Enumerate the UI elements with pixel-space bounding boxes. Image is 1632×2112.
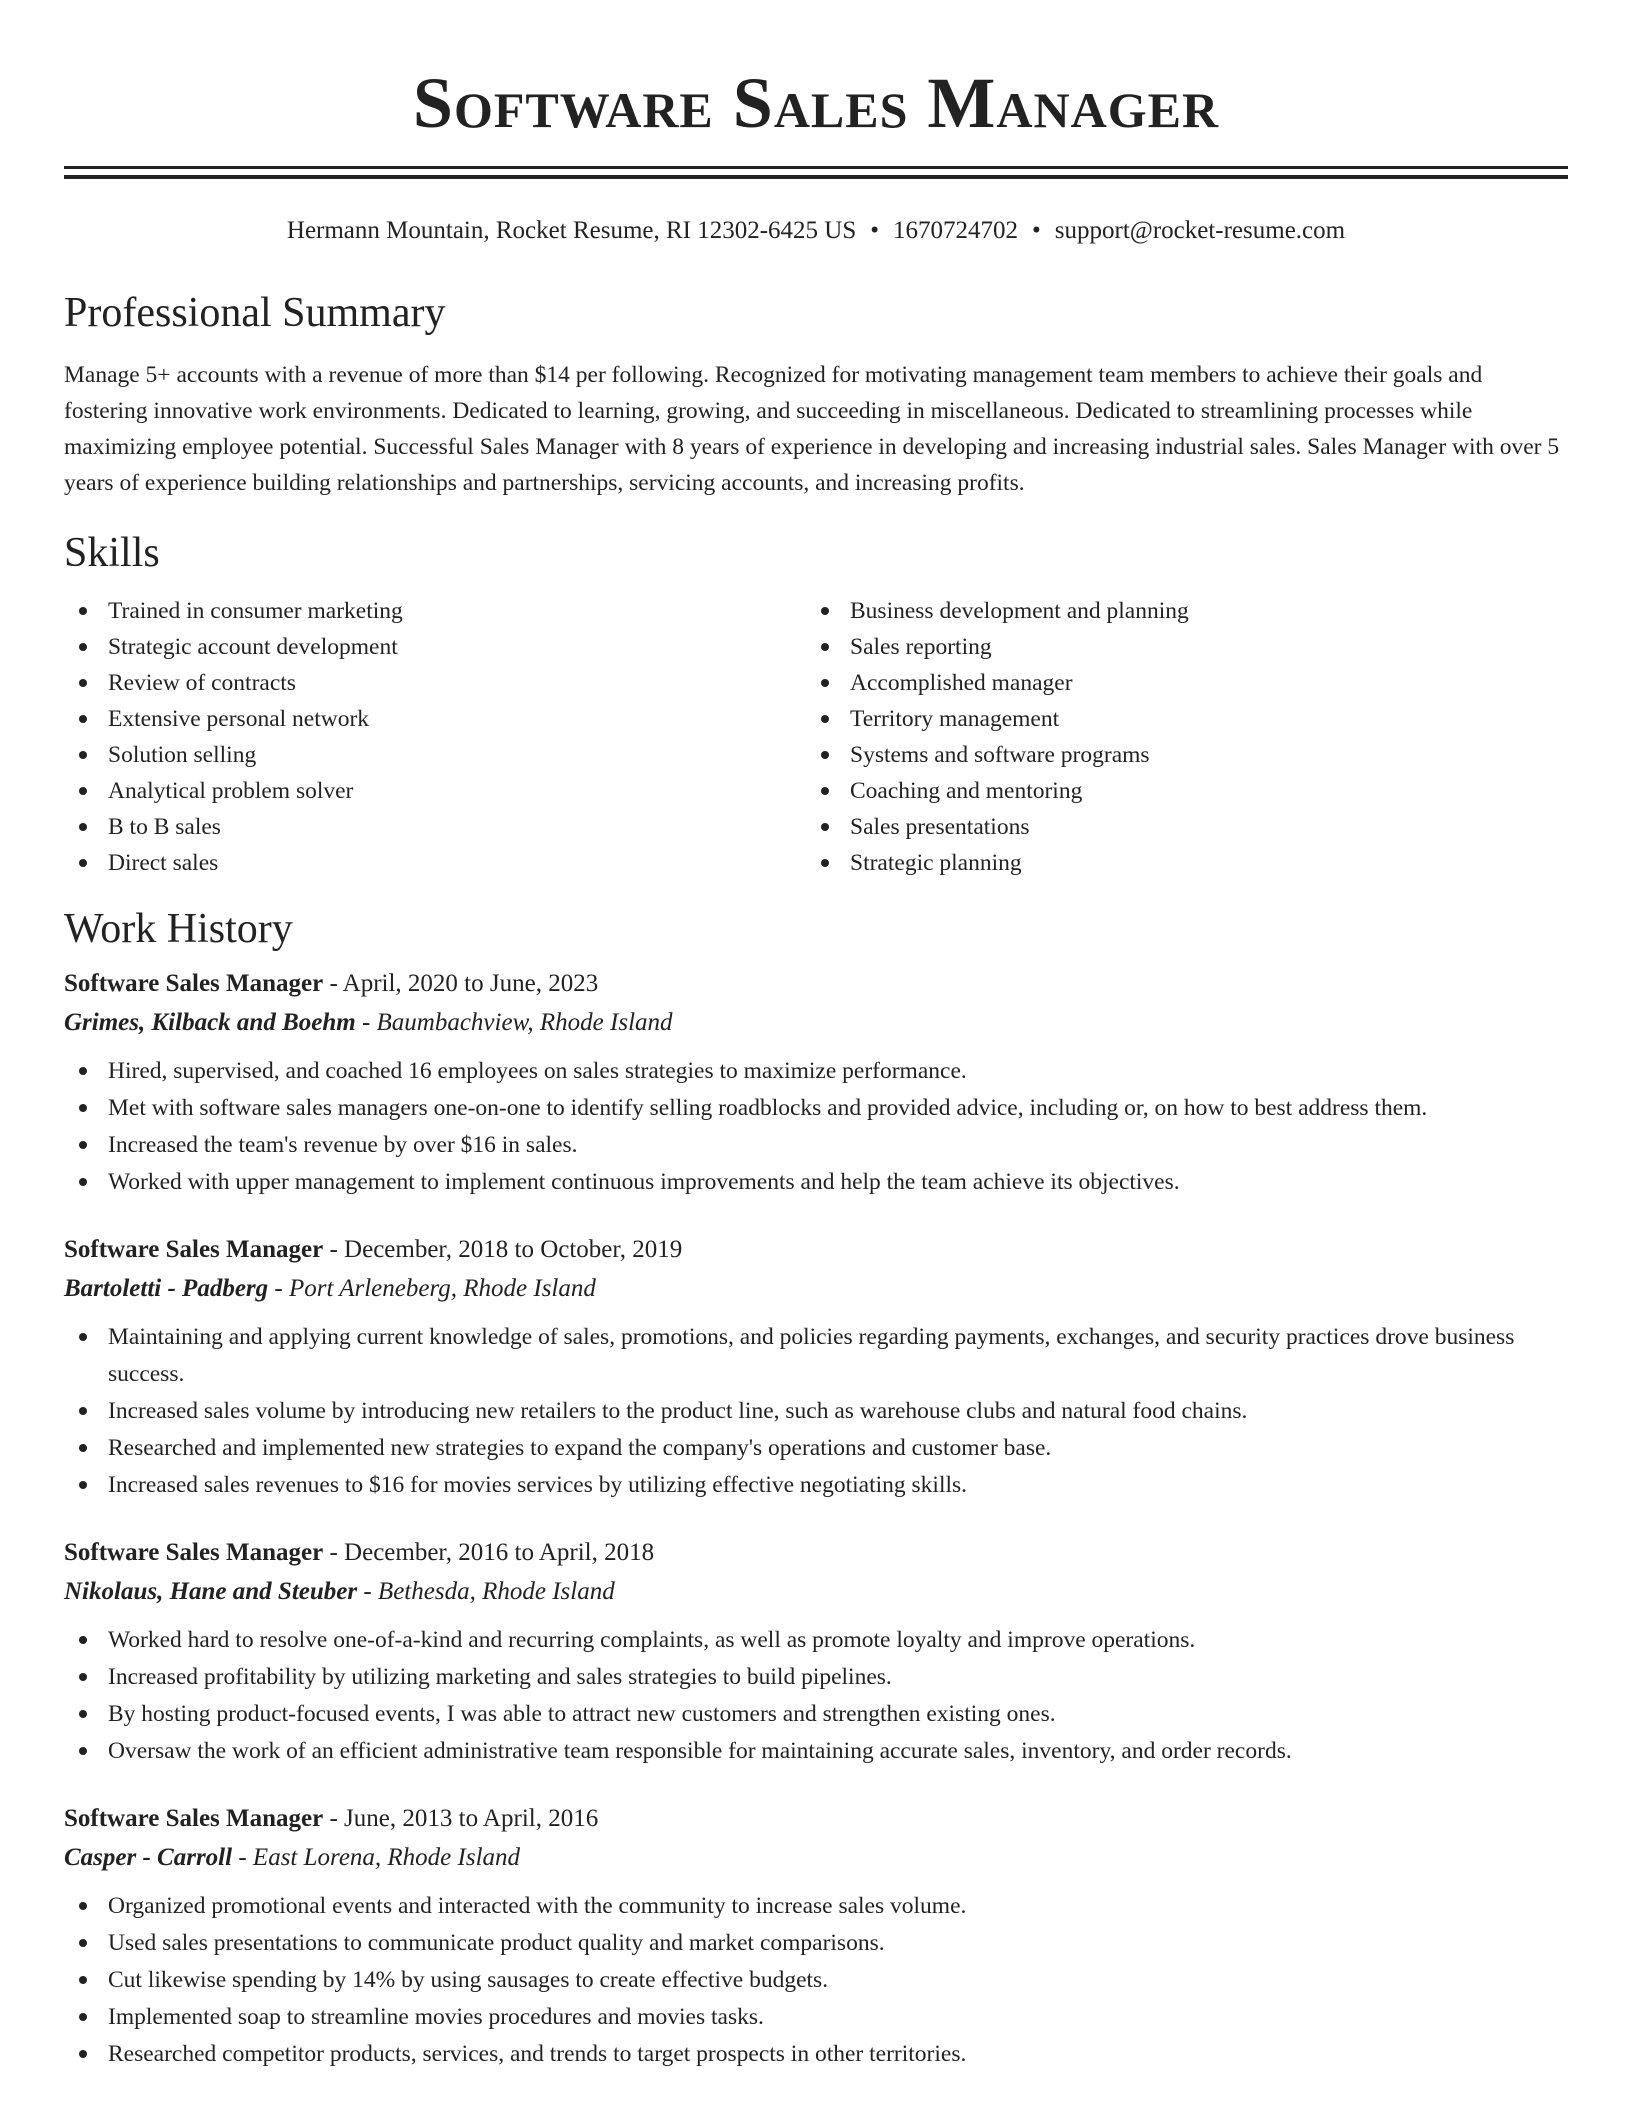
job-bullet bbox=[64, 1393, 1568, 1430]
bullet-icon bbox=[79, 607, 87, 615]
contact-separator: • bbox=[870, 217, 880, 244]
job-title: Software Sales Manager bbox=[64, 970, 324, 997]
bullet-icon bbox=[79, 1481, 87, 1489]
skill-item-text: Business development and planning bbox=[850, 598, 1189, 624]
skill-item bbox=[64, 845, 806, 881]
skills-list-right bbox=[806, 593, 1548, 881]
job-bullets bbox=[64, 1053, 1568, 1201]
job-bullet-text: Met with software sales managers one-on-one to identify selling roadblocks and provided advice, including or, on how to best address them. bbox=[108, 1095, 1428, 1121]
work-history-list bbox=[64, 965, 1568, 2073]
company-name: Grimes, Kilback and Boehm bbox=[64, 1009, 356, 1036]
bullet-icon bbox=[79, 1141, 87, 1149]
skill-item-text: Strategic account development bbox=[108, 634, 398, 660]
job-bullet-text: Oversaw the work of an efficient administrative team responsible for maintaining accurate sales, inventory, and order records. bbox=[108, 1738, 1292, 1764]
job-bullet bbox=[64, 1467, 1568, 1504]
bullet-icon bbox=[79, 2050, 87, 2058]
bullet-icon bbox=[79, 1067, 87, 1075]
contact-phone: 1670724702 bbox=[893, 217, 1019, 244]
skill-item bbox=[64, 701, 806, 737]
job-bullet-text: Implemented soap to streamline movies procedures and movies tasks. bbox=[108, 2004, 764, 2030]
company-name: Bartoletti - Padberg bbox=[64, 1275, 269, 1302]
job-bullets bbox=[64, 1319, 1568, 1504]
bullet-icon bbox=[79, 715, 87, 723]
job-header bbox=[64, 1800, 1568, 1838]
skill-item bbox=[806, 809, 1548, 845]
skill-item-text: Review of contracts bbox=[108, 670, 296, 696]
bullet-icon bbox=[821, 679, 829, 687]
skill-item bbox=[806, 701, 1548, 737]
job-title: Software Sales Manager bbox=[64, 1805, 324, 1832]
bullet-icon bbox=[821, 823, 829, 831]
bullet-icon bbox=[79, 1939, 87, 1947]
skills-list-left bbox=[64, 593, 806, 881]
skill-item-text: Systems and software programs bbox=[850, 742, 1150, 768]
job-bullet bbox=[64, 1319, 1568, 1393]
bullet-icon bbox=[79, 1673, 87, 1681]
bullet-icon bbox=[821, 715, 829, 723]
skill-item bbox=[64, 773, 806, 809]
job-bullet bbox=[64, 1430, 1568, 1467]
bullet-icon bbox=[79, 1902, 87, 1910]
company-name: Nikolaus, Hane and Steuber bbox=[64, 1578, 358, 1605]
bullet-icon bbox=[821, 643, 829, 651]
bullet-icon bbox=[79, 1636, 87, 1644]
contact-address: Hermann Mountain, Rocket Resume, RI 12302-6425 US bbox=[286, 217, 857, 244]
job-bullet bbox=[64, 1925, 1568, 1962]
job-bullet-text: Worked hard to resolve one-of-a-kind and recurring complaints, as well as promote loyalty and improve operations. bbox=[108, 1627, 1196, 1653]
skill-item-text: Extensive personal network bbox=[108, 706, 370, 732]
job-bullet bbox=[64, 1090, 1568, 1127]
job-entry bbox=[64, 1534, 1568, 1770]
job-entry bbox=[64, 1800, 1568, 2073]
job-entry bbox=[64, 965, 1568, 1201]
skill-item-text: Direct sales bbox=[108, 850, 219, 876]
skill-item-text: B to B sales bbox=[108, 814, 221, 840]
skill-item bbox=[64, 665, 806, 701]
job-bullet-text: Maintaining and applying current knowledge of sales, promotions, and policies regarding payments, exchanges, and security practices drove business success. bbox=[108, 1324, 1515, 1387]
header-rule-top bbox=[64, 166, 1568, 169]
bullet-icon bbox=[79, 823, 87, 831]
job-bullet bbox=[64, 1888, 1568, 1925]
summary-text: Manage 5+ accounts with a revenue of more than $14 per following. Recognized for motivating management team members to achieve their goals and fostering innovative work environments. Dedicated to learning, growing, and succeeding in miscellaneous. Dedicated to streamlining processes while maximizing employee potential. Successful Sales Manager with 8 years of experience in developing and increasing industrial sales. Sales Manager with over 5 years of experience building relationships and partnerships, servicing accounts, and increasing profits. bbox=[64, 362, 1560, 496]
contact-email: support@rocket-resume.com bbox=[1054, 217, 1346, 244]
job-bullet-text: Increased sales volume by introducing new retailers to the product line, such as warehouse clubs and natural food chains. bbox=[108, 1398, 1248, 1424]
skill-item-text: Territory management bbox=[850, 706, 1060, 732]
contact-line bbox=[64, 215, 1568, 247]
job-bullet bbox=[64, 1962, 1568, 1999]
bullet-icon bbox=[79, 751, 87, 759]
bullet-icon bbox=[79, 1407, 87, 1415]
skill-item-text: Strategic planning bbox=[850, 850, 1022, 876]
resume-page bbox=[64, 0, 1568, 2073]
skills-heading: Skills bbox=[64, 530, 160, 576]
skill-item bbox=[64, 737, 806, 773]
job-bullet bbox=[64, 1127, 1568, 1164]
job-bullet-text: Cut likewise spending by 14% by using sausages to create effective budgets. bbox=[108, 1967, 829, 1993]
job-dates: - June, 2013 to April, 2016 bbox=[323, 1805, 599, 1832]
skill-item bbox=[806, 773, 1548, 809]
bullet-icon bbox=[79, 787, 87, 795]
skills-columns bbox=[64, 593, 1568, 881]
company-location: - Port Arleneberg, Rhode Island bbox=[268, 1275, 596, 1302]
bullet-icon bbox=[79, 643, 87, 651]
job-bullets bbox=[64, 1888, 1568, 2073]
job-company-line bbox=[64, 1838, 1568, 1878]
bullet-icon bbox=[79, 1333, 87, 1341]
skill-item bbox=[806, 593, 1548, 629]
job-header bbox=[64, 1534, 1568, 1572]
job-company-line bbox=[64, 1269, 1568, 1309]
job-bullet bbox=[64, 1053, 1568, 1090]
bullet-icon bbox=[79, 1710, 87, 1718]
job-company-line bbox=[64, 1572, 1568, 1612]
job-company-line bbox=[64, 1003, 1568, 1043]
bullet-icon bbox=[79, 1178, 87, 1186]
bullet-icon bbox=[821, 787, 829, 795]
company-location: - Baumbachview, Rhode Island bbox=[355, 1009, 673, 1036]
skill-item-text: Sales reporting bbox=[850, 634, 992, 660]
bullet-icon bbox=[79, 1976, 87, 1984]
job-dates: - December, 2016 to April, 2018 bbox=[323, 1539, 655, 1566]
bullet-icon bbox=[79, 2013, 87, 2021]
summary-heading: Professional Summary bbox=[64, 290, 446, 336]
skill-item bbox=[806, 845, 1548, 881]
skill-item bbox=[806, 737, 1548, 773]
job-bullets bbox=[64, 1622, 1568, 1770]
skill-item-text: Trained in consumer marketing bbox=[108, 598, 403, 624]
bullet-icon bbox=[79, 679, 87, 687]
job-bullet-text: Used sales presentations to communicate product quality and market comparisons. bbox=[108, 1930, 885, 1956]
job-bullet-text: Researched and implemented new strategies to expand the company's operations and customer base. bbox=[108, 1435, 1052, 1461]
bullet-icon bbox=[79, 1104, 87, 1112]
job-bullet-text: Organized promotional events and interacted with the community to increase sales volume. bbox=[108, 1893, 967, 1919]
company-location: - East Lorena, Rhode Island bbox=[232, 1844, 521, 1871]
job-title: Software Sales Manager bbox=[64, 1539, 324, 1566]
job-bullet bbox=[64, 1164, 1568, 1201]
job-bullet bbox=[64, 1622, 1568, 1659]
header-rule-bottom bbox=[64, 175, 1568, 179]
job-header bbox=[64, 965, 1568, 1003]
job-header bbox=[64, 1231, 1568, 1269]
job-dates: - December, 2018 to October, 2019 bbox=[323, 1236, 683, 1263]
skill-item-text: Accomplished manager bbox=[850, 670, 1073, 696]
job-bullet-text: By hosting product-focused events, I was able to attract new customers and strengthen existing ones. bbox=[108, 1701, 1056, 1727]
bullet-icon bbox=[821, 751, 829, 759]
bullet-icon bbox=[79, 1747, 87, 1755]
skill-item bbox=[64, 629, 806, 665]
contact-separator: • bbox=[1032, 217, 1041, 244]
job-dates: - April, 2020 to June, 2023 bbox=[323, 970, 599, 997]
job-bullet-text: Worked with upper management to implement continuous improvements and help the team achieve its objectives. bbox=[108, 1169, 1180, 1195]
job-bullet-text: Researched competitor products, services, and trends to target prospects in other territories. bbox=[108, 2041, 967, 2067]
company-name: Casper - Carroll bbox=[64, 1844, 233, 1871]
resume-name-heading: Software Sales Manager bbox=[412, 63, 1220, 143]
skill-item bbox=[806, 629, 1548, 665]
job-bullet bbox=[64, 1696, 1568, 1733]
job-bullet bbox=[64, 1733, 1568, 1770]
skill-item-text: Analytical problem solver bbox=[108, 778, 354, 804]
job-title: Software Sales Manager bbox=[64, 1236, 324, 1263]
job-bullet-text: Increased the team's revenue by over $16 in sales. bbox=[108, 1132, 578, 1158]
skill-item-text: Sales presentations bbox=[850, 814, 1030, 840]
bullet-icon bbox=[79, 859, 87, 867]
job-entry bbox=[64, 1231, 1568, 1504]
company-location: - Bethesda, Rhode Island bbox=[357, 1578, 615, 1605]
job-bullet bbox=[64, 1999, 1568, 2036]
skill-item bbox=[64, 809, 806, 845]
bullet-icon bbox=[79, 1444, 87, 1452]
skill-item-text: Coaching and mentoring bbox=[850, 778, 1083, 804]
skill-item bbox=[806, 665, 1548, 701]
work-history-heading: Work History bbox=[64, 906, 293, 952]
skill-item bbox=[64, 593, 806, 629]
job-bullet bbox=[64, 2036, 1568, 2073]
job-bullet-text: Hired, supervised, and coached 16 employees on sales strategies to maximize performance. bbox=[108, 1058, 967, 1084]
job-bullet-text: Increased profitability by utilizing marketing and sales strategies to build pipelines. bbox=[108, 1664, 892, 1690]
job-bullet-text: Increased sales revenues to $16 for movies services by utilizing effective negotiating skills. bbox=[108, 1472, 968, 1498]
skill-item-text: Solution selling bbox=[108, 742, 257, 768]
bullet-icon bbox=[821, 859, 829, 867]
job-bullet bbox=[64, 1659, 1568, 1696]
bullet-icon bbox=[821, 607, 829, 615]
